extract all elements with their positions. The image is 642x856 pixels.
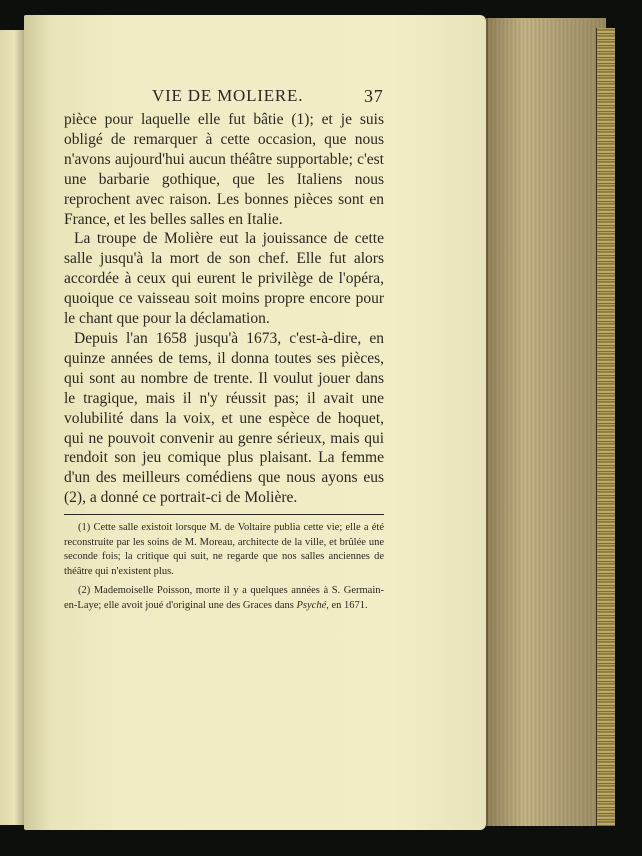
page-text [64, 86, 384, 613]
paragraph-1: pièce pour laquelle elle fut bâtie (1); et je suis obligé de remarquer à cette occasion, que nous n'avons aujourd'hui aucun théâtre supportable; c'est une barbarie gothique, que les Italiens nous reprochent avec raison. Les bonnes pièces sont en France, et les belles salles en Italie. [64, 111, 384, 228]
running-title: VIE DE MOLIERE. [152, 86, 304, 105]
facing-page-edge [0, 30, 25, 825]
footnote-1: (1) Cette salle existoit lorsque M. de Voltaire publia cette vie; elle a été reconstruite par les soins de M. Moreau, architecte de la ville, et brûlée une seconde fois; la critique qui suit, ne regarde que nos salles anciennes de théâtre qui n'existent plus. [64, 522, 384, 577]
footnote-2-end: , en 1671. [326, 599, 368, 611]
paragraph-2: La troupe de Molière eut la jouissance de cette salle jusqu'à la mort de son chef. Elle fut alors accordée à ceux qui eurent le privilège de l'opéra, quoique ce vaisseau soit moins propre encore pour le chant que pour la déclamation. [64, 230, 384, 328]
book-fore-edge [486, 18, 606, 826]
footnote-2-text: (2) Mademoiselle Poisson, morte il y a quelques années à S. Germain-en-Laye; elle avoit joué d'original une des Graces dans [64, 585, 384, 611]
footnote-2 [64, 584, 384, 613]
book-cover-edge [596, 28, 615, 826]
page-number: 37 [364, 86, 384, 106]
footnote-rule [64, 514, 384, 515]
running-head [64, 86, 384, 110]
footnote-2-title: Psyché [296, 599, 327, 611]
paragraph-3: Depuis l'an 1658 jusqu'à 1673, c'est-à-dire, en quinze années de tems, il donna toutes ses pièces, qui sont au nombre de trente. Il voulut jouer dans le tragique, mais il n'y réussit pas; il avait une volubilité dans la voix, et une espèce de hoquet, qui ne pouvoit convenir au genre sérieux, mais qui rendoit son jeu comique plus plaisant. La femme d'un des meilleurs comédiens que nous ayons eus (2), a donné ce portrait-ci de Molière. [64, 329, 384, 507]
